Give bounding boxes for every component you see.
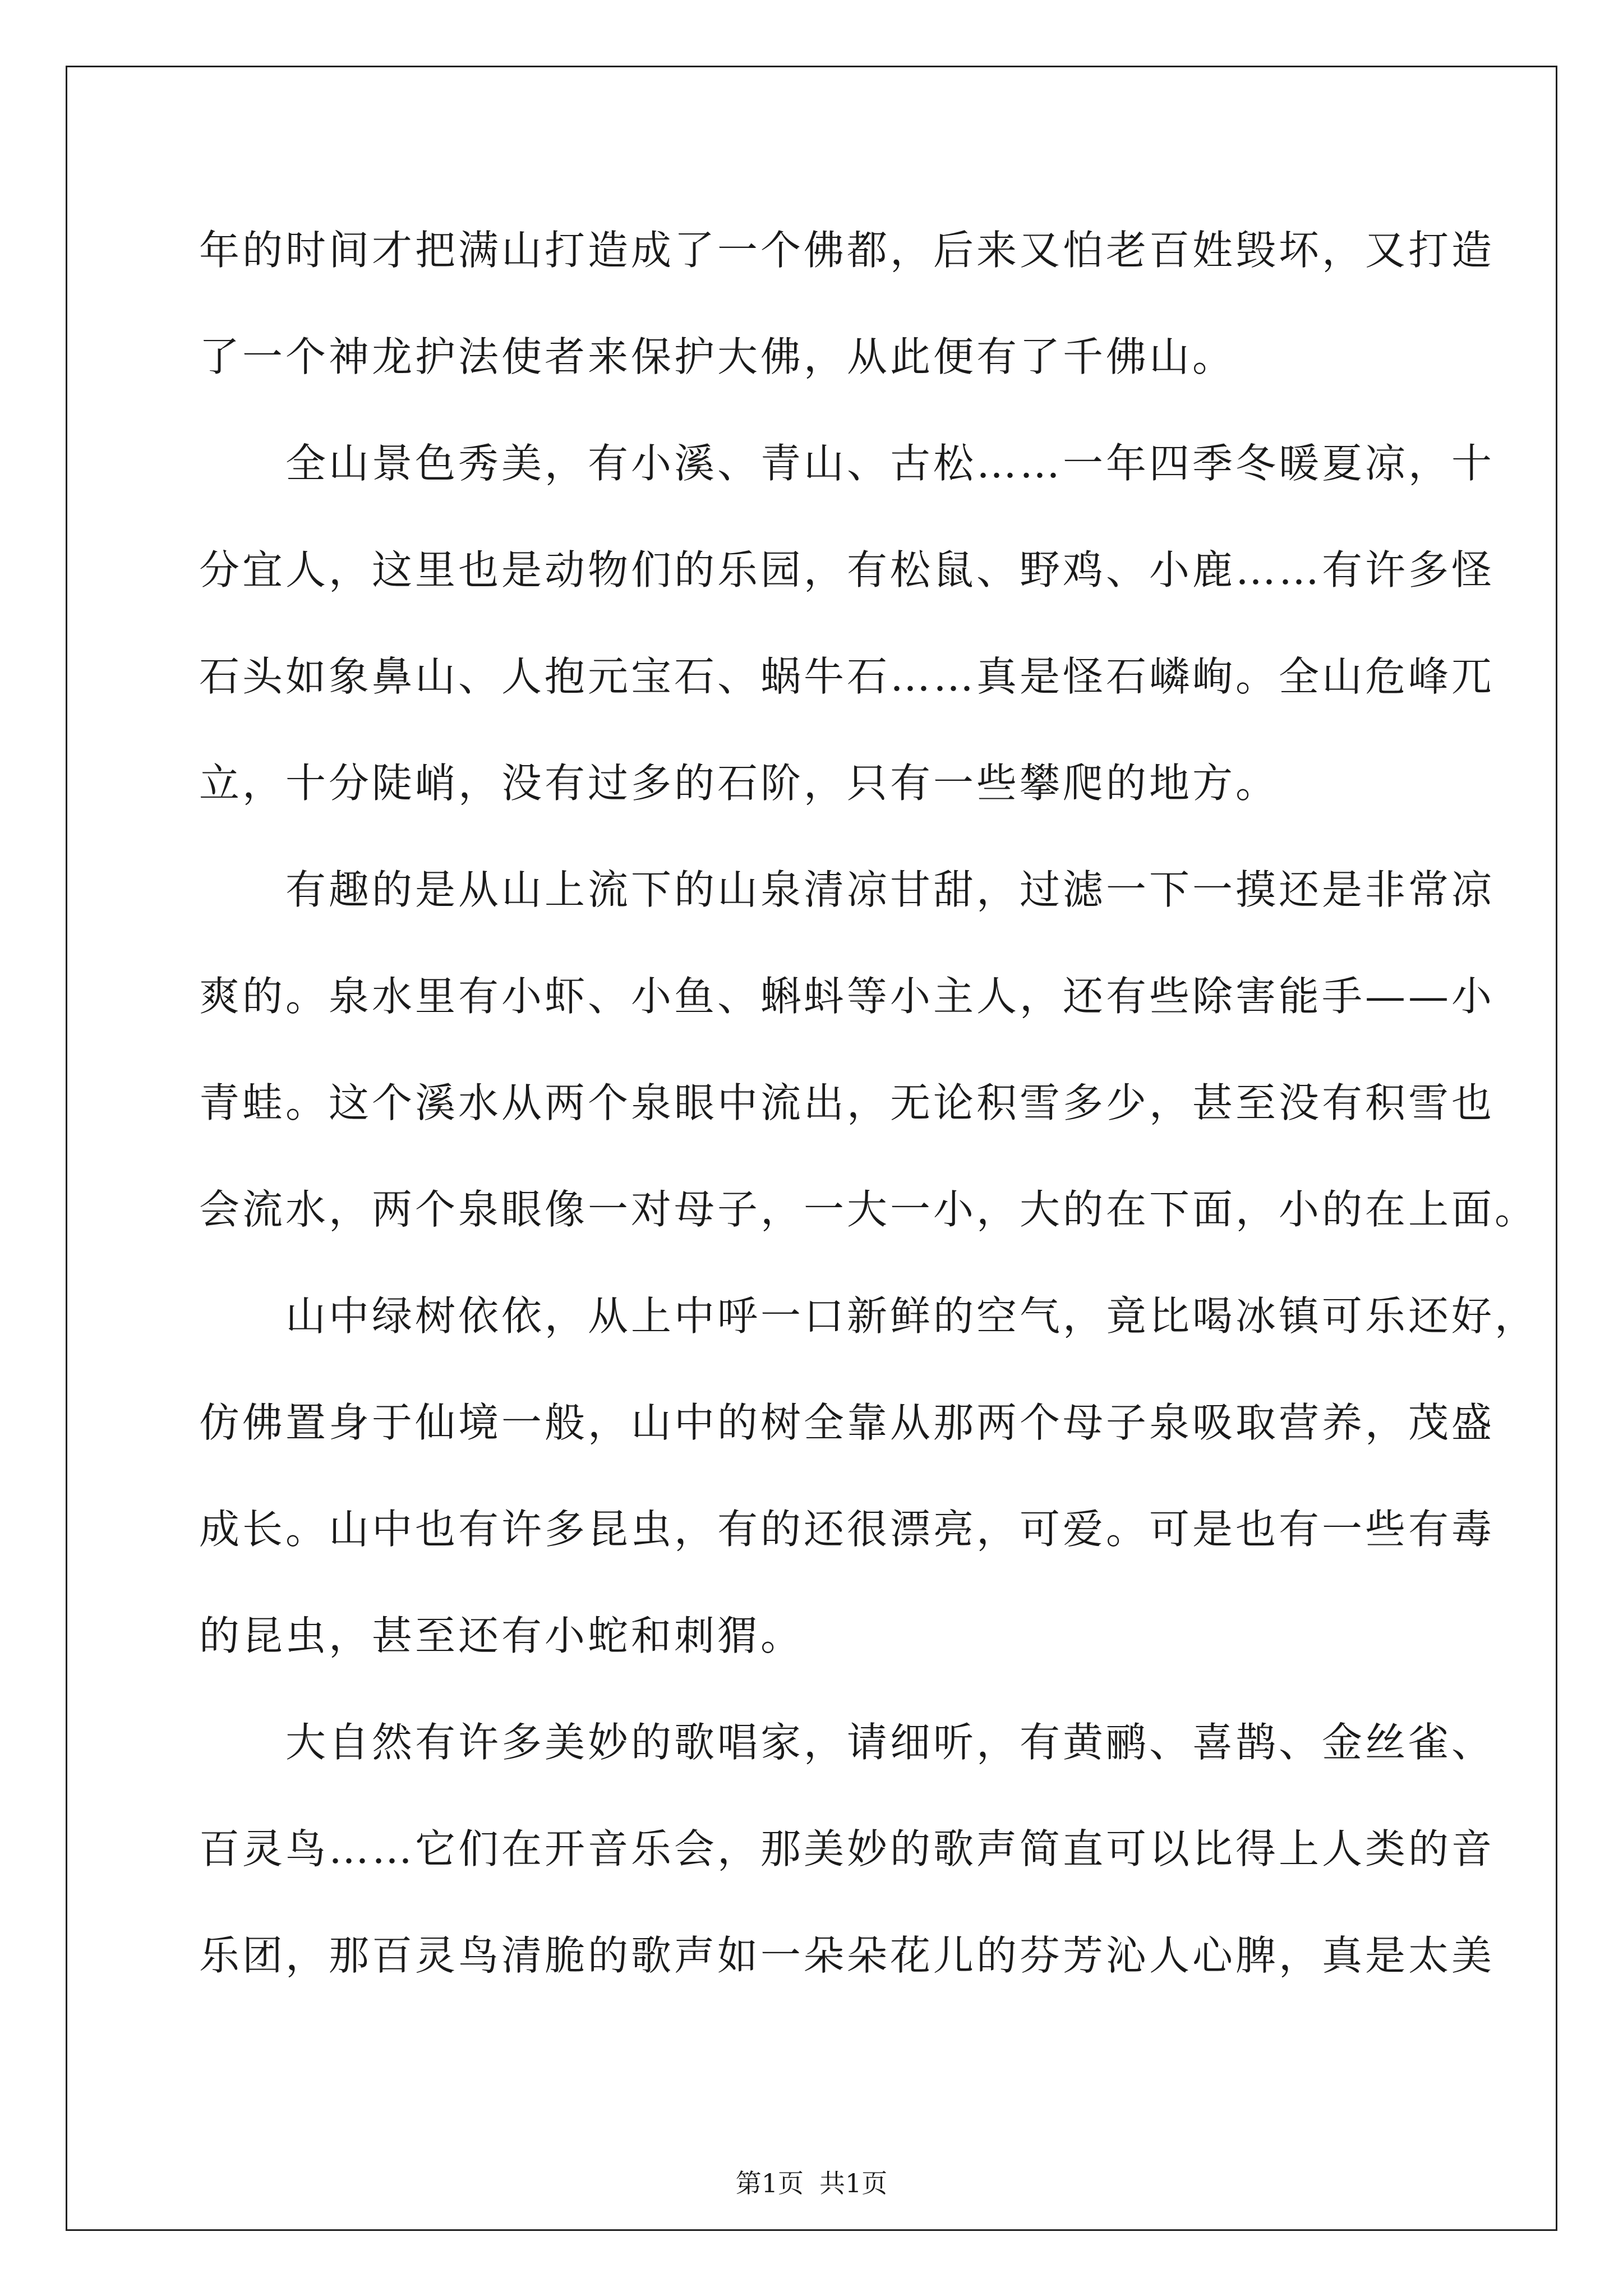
text-line: 的昆虫，甚至还有小蛇和刺猬。: [199, 1612, 804, 1659]
text-line: 爽的。泉水里有小虾、小鱼、蝌蚪等小主人，还有些除害能手——小: [199, 973, 1495, 1020]
page-number-total: 共1页: [819, 2168, 888, 2198]
text-line: 山中绿树依依，从上中呼一口新鲜的空气，竟比喝冰镇可乐还好，: [199, 1292, 1538, 1340]
text-line: 百灵鸟……它们在开音乐会，那美妙的歌声简直可以比得上人类的音: [199, 1825, 1495, 1872]
text-line: 分宜人，这里也是动物们的乐园，有松鼠、野鸡、小鹿……有许多怪: [199, 546, 1495, 593]
text-line: 年的时间才把满山打造成了一个佛都，后来又怕老百姓毁坏，又打造: [199, 227, 1495, 274]
text-line: 石头如象鼻山、人抱元宝石、蜗牛石……真是怪石嶙峋。全山危峰兀: [199, 653, 1495, 700]
document-body: [199, 215, 1538, 2027]
text-line: 成长。山中也有许多昆虫，有的还很漂亮，可爱。可是也有一些有毒: [199, 1506, 1495, 1553]
text-line: 乐团，那百灵鸟清脆的歌声如一朵朵花儿的芬芳沁人心脾，真是太美: [199, 1932, 1495, 1979]
page-footer: [0, 2166, 1623, 2200]
page-number-current: 第1页: [735, 2168, 804, 2198]
text-line: 青蛙。这个溪水从两个泉眼中流出，无论积雪多少，甚至没有积雪也: [199, 1079, 1495, 1126]
text-line: 仿佛置身于仙境一般，山中的树全靠从那两个母子泉吸取营养，茂盛: [199, 1399, 1495, 1446]
text-line: 会流水，两个泉眼像一对母子，一大一小，大的在下面，小的在上面。: [199, 1186, 1538, 1233]
text-line: 大自然有许多美妙的歌唱家，请细听，有黄鹂、喜鹊、金丝雀、: [199, 1719, 1495, 1766]
text-line: 了一个神龙护法使者来保护大佛，从此便有了千佛山。: [199, 333, 1236, 380]
text-line: 立，十分陡峭，没有过多的石阶，只有一些攀爬的地方。: [199, 760, 1279, 807]
text-line: 有趣的是从山上流下的山泉清凉甘甜，过滤一下一摸还是非常凉: [199, 866, 1495, 913]
text-line: 全山景色秀美，有小溪、青山、古松……一年四季冬暖夏凉，十: [199, 440, 1495, 487]
